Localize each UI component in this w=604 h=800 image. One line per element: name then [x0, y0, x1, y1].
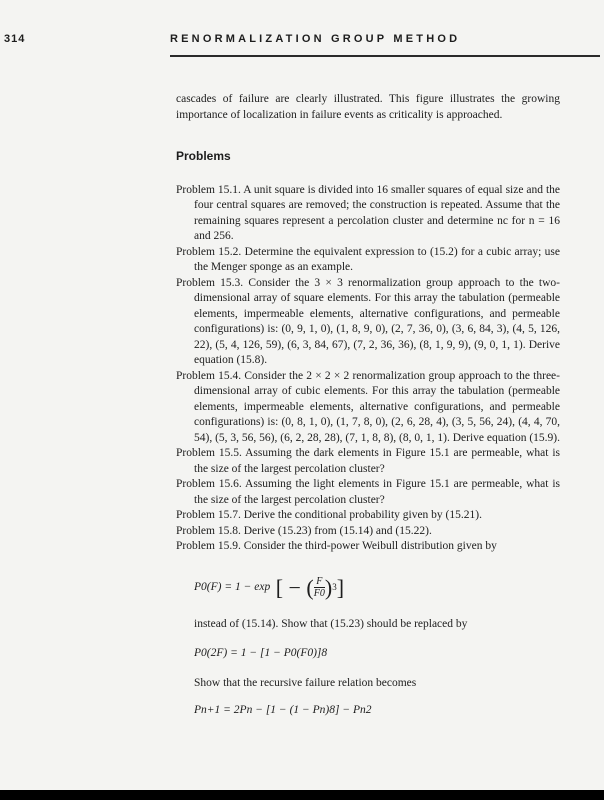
intro-paragraph: cascades of failure are clearly illustrated. This figure illustrates the growing importance of localization in failure events as criticality is approached. — [176, 93, 560, 121]
section-title: Problems — [176, 149, 231, 163]
problem-15-6: Problem 15.6. Assuming the light elements in Figure 15.1 are permeable, what is the size of the largest percolation cluster? — [176, 478, 560, 506]
page-number: 314 — [4, 33, 26, 45]
text-after-equation-2: Show that the recursive failure relation becomes — [194, 676, 417, 689]
equation-weibull: P0(F) = 1 − exp [ − ( $\frac{F}{F0}$ ) 3 ] — [194, 574, 345, 600]
page-body — [176, 92, 560, 719]
equation-weibull-power: 3 — [332, 581, 337, 592]
equation-weibull-lhs: P0(F) = 1 − exp — [194, 580, 271, 593]
fraction-numerator: F — [314, 576, 325, 588]
text-after-equation-1: instead of (15.14). Show that (15.23) should be replaced by — [194, 617, 468, 630]
problem-15-1: Problem 15.1. A unit square is divided into 16 smaller squares of equal size and the four central squares are removed; the construction is repeated. Assume that the remaining squares represent a percolation cluster and determine nc for n = 16 and 256. — [176, 183, 560, 242]
problem-15-2: Problem 15.2. Determine the equivalent expression to (15.2) for a cubic array; use the Menger sponge as an example. — [176, 245, 560, 273]
problem-15-3: Problem 15.3. Consider the 3 × 3 renormalization group approach to the two-dimensional array of square elements. For this array the tabulation (permeable elements, impermeable elements, alternative configurations, and permeable configurations) is: (0, 9, 1, 0), (1, 8, 9, 0), (2, 7, 36, 0), (3, 6, 84, 3), (4, 5, 126, 22), (5, 4, 126, 59), (6, 3, 84, 67), (7, 2, 36, 36), (8, 1, 9, 9), (9, 0, 1, 1). Derive equation (15.8). — [176, 276, 560, 366]
running-title: RENORMALIZATION GROUP METHOD — [170, 33, 461, 45]
equation-replacement: P0(2F) = 1 − [1 − P0(F0)]8 — [194, 647, 328, 659]
equation-recursive-failure: Pn+1 = 2Pn − [1 − (1 − Pn)8] − Pn2 — [194, 704, 372, 716]
problem-15-7: Problem 15.7. Derive the conditional probability given by (15.21). — [176, 509, 482, 521]
header-rule — [170, 55, 600, 57]
page-bottom-border — [0, 790, 604, 800]
problem-15-4: Problem 15.4. Consider the 2 × 2 × 2 renormalization group approach to the three-dimensional array of cubic elements. For this array the tabulation (permeable elements, impermeable elements, alternative configurations, and permeable configurations) is: (0, 8, 1, 0), (1, 7, 8, 0), (2, 6, 28, 4), (3, 5, 56, 24), (4, 4, 70, 54), (5, 3, 56, 56), (6, 2, 28, 28), (7, 1, 8, 8), (8, 0, 1, 1). Derive equation (15.9). — [176, 369, 561, 444]
problem-15-5: Problem 15.5. Assuming the dark elements in Figure 15.1 are permeable, what is the size of the largest percolation cluster? — [176, 447, 560, 475]
problem-15-9: Problem 15.9. Consider the third-power Weibull distribution given by — [176, 540, 497, 552]
equation-weibull-fraction — [314, 576, 325, 599]
fraction-denominator: F0 — [313, 588, 325, 599]
problem-15-8: Problem 15.8. Derive (15.23) from (15.14) and (15.22). — [176, 524, 432, 537]
